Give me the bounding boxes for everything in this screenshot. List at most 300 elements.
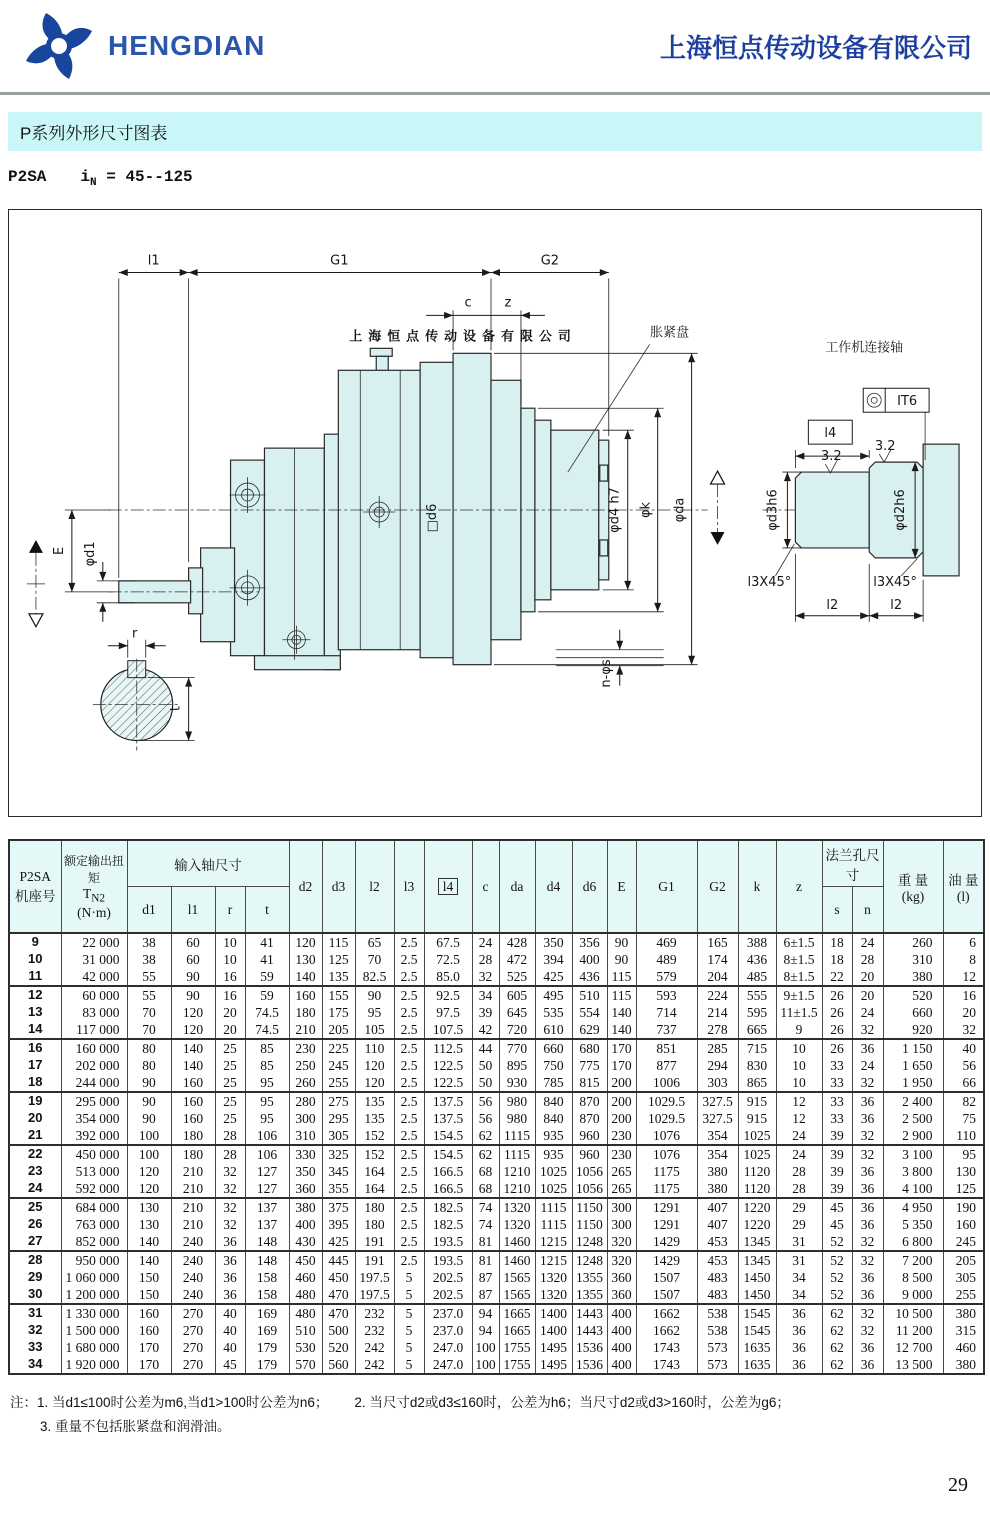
cell: 645	[499, 1004, 535, 1021]
cell: 1565	[499, 1286, 535, 1304]
cell: 180	[355, 1198, 394, 1216]
cell: 1743	[636, 1356, 697, 1374]
cell: 24	[472, 933, 499, 951]
label-work-shaft: 工作机连接轴	[825, 340, 904, 356]
label-l2-left: l2	[826, 597, 839, 613]
cell: 130	[127, 1198, 171, 1216]
cell: 85.0	[424, 968, 472, 986]
cell: 6 800	[883, 1233, 943, 1251]
cell: 265	[607, 1163, 636, 1180]
watermark: 上海恒点传动设备有限公司	[349, 329, 577, 345]
dimension-drawing-frame	[8, 209, 982, 817]
cell: 12	[776, 1110, 822, 1127]
cell: 160	[127, 1322, 171, 1339]
cell: 592 000	[61, 1180, 127, 1198]
cell: 90	[355, 986, 394, 1004]
cell: 10	[776, 1074, 822, 1092]
cell: 59	[245, 968, 289, 986]
cell: 294	[697, 1057, 738, 1074]
cell: 1076	[636, 1127, 697, 1145]
cell: 1536	[572, 1339, 607, 1356]
cell: 56	[472, 1092, 499, 1110]
table-row	[9, 986, 984, 1004]
cell: 485	[738, 968, 776, 986]
dimension-table	[8, 839, 985, 1375]
cell: 851	[636, 1039, 697, 1057]
cell: 1 150	[883, 1039, 943, 1057]
cell: 25	[215, 1074, 245, 1092]
cell: 10 500	[883, 1304, 943, 1322]
cell: 82.5	[355, 968, 394, 986]
col-weight	[883, 840, 943, 933]
cell: 714	[636, 1004, 697, 1021]
cell: 204	[697, 968, 738, 986]
cell: 489	[636, 951, 697, 968]
cell: 16	[943, 986, 984, 1004]
cell: 36	[852, 1039, 883, 1057]
cell: 205	[322, 1021, 355, 1039]
cell: 1 920 000	[61, 1356, 127, 1374]
cell: 1 060 000	[61, 1269, 127, 1286]
cell: 125	[943, 1180, 984, 1198]
cell: 135	[322, 968, 355, 986]
cell: 237.0	[424, 1322, 472, 1339]
cell: 210	[171, 1216, 215, 1233]
cell: 1443	[572, 1322, 607, 1339]
cell: 520	[322, 1339, 355, 1356]
cell: 20	[852, 968, 883, 986]
cell: 32	[9, 1322, 61, 1339]
cell: 158	[245, 1269, 289, 1286]
cell: 17	[9, 1057, 61, 1074]
cell: 95	[245, 1074, 289, 1092]
cell: 74	[472, 1216, 499, 1233]
cell: 26	[9, 1216, 61, 1233]
cell: 395	[322, 1216, 355, 1233]
cell: 36	[215, 1269, 245, 1286]
cell: 870	[572, 1110, 607, 1127]
cell: 1076	[636, 1145, 697, 1163]
cell: 90	[607, 933, 636, 951]
cell: 29	[9, 1269, 61, 1286]
torque-subscript: N2	[91, 893, 105, 906]
cell: 140	[171, 1057, 215, 1074]
col-E: E	[607, 840, 636, 933]
cell: 100	[127, 1145, 171, 1163]
cell: 300	[607, 1198, 636, 1216]
cell: 33	[822, 1110, 852, 1127]
cell: 31	[776, 1251, 822, 1269]
cell: 65	[355, 933, 394, 951]
row-group	[9, 1198, 984, 1251]
cell: 1460	[499, 1251, 535, 1269]
cell: 1665	[499, 1304, 535, 1322]
table-row	[9, 1251, 984, 1269]
cell: 24	[852, 1057, 883, 1074]
cell: 1025	[535, 1180, 572, 1198]
cell: 232	[355, 1304, 394, 1322]
cell: 354	[697, 1145, 738, 1163]
cell: 1 330 000	[61, 1304, 127, 1322]
cell: 295	[322, 1110, 355, 1127]
cell: 16	[215, 968, 245, 986]
cell: 90	[607, 951, 636, 968]
cell: 1495	[535, 1356, 572, 1374]
cell: 25	[215, 1057, 245, 1074]
cell: 169	[245, 1322, 289, 1339]
table-row	[9, 1057, 984, 1074]
cell: 360	[289, 1180, 322, 1198]
cell: 1545	[738, 1304, 776, 1322]
cell: 1248	[572, 1233, 607, 1251]
cell: 2.5	[394, 1110, 424, 1127]
cell: 12 700	[883, 1339, 943, 1356]
cell: 380	[943, 1356, 984, 1374]
cell: 1429	[636, 1233, 697, 1251]
cell: 2.5	[394, 1021, 424, 1039]
cell: 179	[245, 1356, 289, 1374]
cell: 45	[215, 1356, 245, 1374]
cell: 380	[697, 1163, 738, 1180]
cell: 9 000	[883, 1286, 943, 1304]
label-g2: G2	[540, 253, 560, 269]
cell: 1025	[535, 1163, 572, 1180]
cell: 32	[943, 1021, 984, 1039]
label-shrink-disc: 胀紧盘	[650, 325, 690, 341]
cell: 960	[572, 1145, 607, 1163]
cell: 26	[822, 1021, 852, 1039]
cell: 82	[943, 1092, 984, 1110]
cell: 62	[822, 1356, 852, 1374]
cell: 5	[394, 1304, 424, 1322]
cell: 870	[572, 1092, 607, 1110]
cell: 230	[607, 1127, 636, 1145]
cell: 12	[9, 986, 61, 1004]
cell: 81	[472, 1233, 499, 1251]
cell: 1215	[535, 1251, 572, 1269]
cell: 280	[289, 1092, 322, 1110]
cell: 535	[535, 1004, 572, 1021]
cell: 715	[738, 1039, 776, 1057]
cell: 130	[127, 1216, 171, 1233]
cell: 425	[322, 1233, 355, 1251]
col-group-flange-holes: 法兰孔尺寸	[822, 840, 883, 887]
cell: 2.5	[394, 1251, 424, 1269]
cell: 242	[355, 1356, 394, 1374]
cell: 25	[215, 1110, 245, 1127]
cell: 40	[215, 1322, 245, 1339]
cell: 26	[822, 1004, 852, 1021]
cell: 295 000	[61, 1092, 127, 1110]
col-l4	[424, 840, 472, 933]
table-row	[9, 1039, 984, 1057]
cell: 1120	[738, 1180, 776, 1198]
cell: 45	[822, 1198, 852, 1216]
cell: 62	[822, 1339, 852, 1356]
cell: 9	[9, 933, 61, 951]
brand-name: HENGDIAN	[108, 30, 266, 61]
cell: 895	[499, 1057, 535, 1074]
cell: 34	[472, 986, 499, 1004]
cell: 480	[289, 1304, 322, 1322]
label-r: r	[132, 626, 138, 642]
label-da: φda	[672, 497, 688, 523]
cell: 36	[852, 1286, 883, 1304]
cell: 1056	[572, 1180, 607, 1198]
cell: 42 000	[61, 968, 127, 986]
cell: 570	[289, 1356, 322, 1374]
cell: 354	[697, 1127, 738, 1145]
cell: 59	[245, 986, 289, 1004]
cell: 1355	[572, 1269, 607, 1286]
cell: 355	[322, 1180, 355, 1198]
cell: 127	[245, 1163, 289, 1180]
cell: 2.5	[394, 1127, 424, 1145]
cell: 180	[355, 1216, 394, 1233]
cell: 5	[394, 1269, 424, 1286]
cell: 12	[776, 1092, 822, 1110]
cell: 120	[127, 1180, 171, 1198]
cell: 154.5	[424, 1145, 472, 1163]
cell: 90	[127, 1074, 171, 1092]
cell: 60	[171, 933, 215, 951]
cell: 305	[943, 1269, 984, 1286]
cell: 29	[776, 1198, 822, 1216]
cell: 67.5	[424, 933, 472, 951]
cell: 135	[355, 1092, 394, 1110]
table-row	[9, 1021, 984, 1039]
cell: 2.5	[394, 1163, 424, 1180]
cell: 1536	[572, 1356, 607, 1374]
cell: 1429	[636, 1251, 697, 1269]
cell: 400	[607, 1322, 636, 1339]
cell: 24	[776, 1127, 822, 1145]
cell: 453	[697, 1251, 738, 1269]
col-d4: d4	[535, 840, 572, 933]
cell: 140	[607, 1004, 636, 1021]
cell: 8	[943, 951, 984, 968]
col-group-input-shaft: 输入轴尺寸	[127, 840, 289, 887]
cell: 1450	[738, 1269, 776, 1286]
cell: 11	[9, 968, 61, 986]
col-z: z	[776, 840, 822, 933]
cell: 28	[852, 951, 883, 968]
cell: 450	[322, 1269, 355, 1286]
cell: 24	[776, 1145, 822, 1163]
cell: 6±1.5	[776, 933, 822, 951]
cell: 32	[215, 1163, 245, 1180]
cell: 81	[472, 1251, 499, 1269]
cell: 240	[171, 1251, 215, 1269]
cell: 2.5	[394, 968, 424, 986]
cell: 1115	[535, 1216, 572, 1233]
cell: 240	[171, 1269, 215, 1286]
label-t: t	[168, 706, 184, 712]
cell: 579	[636, 968, 697, 986]
col-t: t	[245, 887, 289, 934]
label-d4h7: φd4 h7	[607, 487, 623, 534]
cell: 1 650	[883, 1057, 943, 1074]
cell: 193.5	[424, 1233, 472, 1251]
cell: 32	[852, 1021, 883, 1039]
cell: 472	[499, 951, 535, 968]
cell: 530	[289, 1339, 322, 1356]
cell: 275	[322, 1092, 355, 1110]
cell: 5	[394, 1322, 424, 1339]
cell: 107.5	[424, 1021, 472, 1039]
cell: 250	[289, 1057, 322, 1074]
cell: 22	[822, 968, 852, 986]
label-g1: G1	[330, 253, 349, 269]
cell: 483	[697, 1269, 738, 1286]
cell: 5 350	[883, 1216, 943, 1233]
cell: 1291	[636, 1198, 697, 1216]
cell: 2 500	[883, 1110, 943, 1127]
table-row	[9, 1198, 984, 1216]
note-prefix: 注：	[10, 1395, 37, 1411]
cell: 24	[852, 933, 883, 951]
cell: 1 500 000	[61, 1322, 127, 1339]
cell: 445	[322, 1251, 355, 1269]
cell: 12	[943, 968, 984, 986]
cell: 2.5	[394, 933, 424, 951]
cell: 453	[697, 1233, 738, 1251]
cell: 763 000	[61, 1216, 127, 1233]
cell: 255	[322, 1074, 355, 1092]
cell: 225	[322, 1039, 355, 1057]
cell: 2.5	[394, 1198, 424, 1216]
cell: 2.5	[394, 951, 424, 968]
cell: 10	[9, 951, 61, 968]
cell: 354 000	[61, 1110, 127, 1127]
cell: 28	[472, 951, 499, 968]
cell: 197.5	[355, 1269, 394, 1286]
cell: 32	[852, 1145, 883, 1163]
cell: 45	[822, 1216, 852, 1233]
cell: 380	[289, 1198, 322, 1216]
cell: 9±1.5	[776, 986, 822, 1004]
oil-unit: (l)	[956, 888, 970, 904]
cell: 166.5	[424, 1163, 472, 1180]
cell: 2.5	[394, 1004, 424, 1021]
cell: 36	[852, 1269, 883, 1286]
cell: 127	[245, 1180, 289, 1198]
level-mark-down-icon	[29, 614, 43, 627]
cell: 70	[127, 1021, 171, 1039]
cell: 137.5	[424, 1110, 472, 1127]
cell: 148	[245, 1251, 289, 1269]
cell: 1056	[572, 1163, 607, 1180]
cell: 36	[852, 1163, 883, 1180]
cell: 1115	[535, 1198, 572, 1216]
cell: 33	[9, 1339, 61, 1356]
cell: 62	[472, 1127, 499, 1145]
cell: 1320	[535, 1269, 572, 1286]
oil-label: 油 量	[948, 872, 979, 888]
cell: 39	[822, 1163, 852, 1180]
cell: 1565	[499, 1269, 535, 1286]
cell: 20	[9, 1110, 61, 1127]
cell: 430	[289, 1233, 322, 1251]
col-torque	[61, 840, 127, 933]
label-phi-d2h6: φd2h6	[893, 489, 909, 531]
cell: 36	[852, 1180, 883, 1198]
cell: 92.5	[424, 986, 472, 1004]
cell: 52	[822, 1269, 852, 1286]
cell: 95	[355, 1004, 394, 1021]
col-r: r	[215, 887, 245, 934]
cell: 13 500	[883, 1356, 943, 1374]
cell: 400	[572, 951, 607, 968]
cell: 840	[535, 1092, 572, 1110]
cell: 20	[215, 1004, 245, 1021]
label-n-phi-s: n-φs	[598, 659, 614, 688]
row-group	[9, 933, 984, 986]
table-row	[9, 1322, 984, 1339]
cell: 95	[943, 1145, 984, 1163]
cell: 26	[822, 1039, 852, 1057]
cell: 115	[607, 968, 636, 986]
cell: 680	[572, 1039, 607, 1057]
cell: 11±1.5	[776, 1004, 822, 1021]
cell: 44	[472, 1039, 499, 1057]
cell: 170	[127, 1356, 171, 1374]
cell: 28	[215, 1145, 245, 1163]
cell: 110	[943, 1127, 984, 1145]
cell: 166.5	[424, 1180, 472, 1198]
weight-unit: (kg)	[901, 888, 925, 904]
cell: 36	[852, 1356, 883, 1374]
cell: 42	[472, 1021, 499, 1039]
table-row	[9, 1339, 984, 1356]
shaft-detail	[711, 388, 959, 622]
level-mark-down-icon	[711, 532, 725, 545]
cell: 205	[943, 1251, 984, 1269]
col-oil	[943, 840, 984, 933]
cell: 32	[852, 1251, 883, 1269]
cell: 5	[394, 1286, 424, 1304]
label-phi-d1: φd1	[82, 541, 98, 567]
cell: 39	[822, 1180, 852, 1198]
cell: 260	[289, 1074, 322, 1092]
cell: 202.5	[424, 1269, 472, 1286]
ratio-value: = 45--125	[106, 168, 193, 186]
cell: 100	[472, 1339, 499, 1356]
cell: 62	[472, 1145, 499, 1163]
cell: 74.5	[245, 1004, 289, 1021]
cell: 32	[472, 968, 499, 986]
cell: 2 400	[883, 1092, 943, 1110]
cell: 191	[355, 1233, 394, 1251]
cell: 327.5	[697, 1110, 738, 1127]
frame-header-model: P2SA	[19, 868, 51, 884]
cell: 684 000	[61, 1198, 127, 1216]
cell: 21	[9, 1127, 61, 1145]
cell: 1662	[636, 1322, 697, 1339]
cell: 1635	[738, 1339, 776, 1356]
cell: 16	[215, 986, 245, 1004]
cell: 160	[943, 1216, 984, 1233]
cell: 1210	[499, 1180, 535, 1198]
cell: 122.5	[424, 1074, 472, 1092]
cell: 5	[394, 1339, 424, 1356]
cell: 95	[245, 1110, 289, 1127]
cell: 360	[607, 1286, 636, 1304]
cell: 840	[535, 1110, 572, 1127]
cell: 66	[943, 1074, 984, 1092]
table-row	[9, 933, 984, 951]
cell: 1400	[535, 1304, 572, 1322]
